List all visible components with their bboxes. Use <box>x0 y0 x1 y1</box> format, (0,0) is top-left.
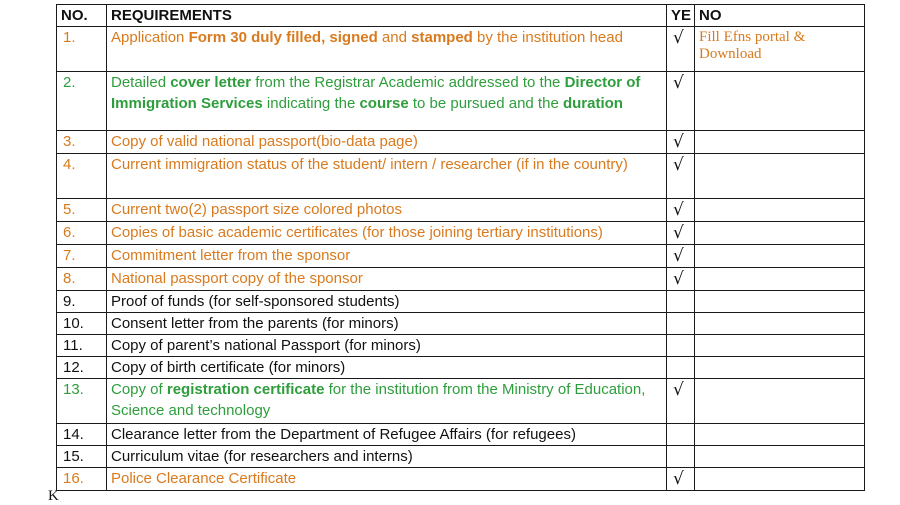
no-answer-cell <box>695 291 865 313</box>
check-mark-icon: √ <box>673 269 684 289</box>
requirement-text <box>107 379 667 424</box>
no-answer-cell <box>695 268 865 291</box>
table-row <box>57 446 865 468</box>
yes-check-cell <box>667 291 695 313</box>
requirement-text <box>107 268 667 291</box>
table-header-row <box>57 5 865 27</box>
requirement-text <box>107 72 667 131</box>
yes-check-cell <box>667 245 695 268</box>
no-answer-cell <box>695 131 865 154</box>
no-answer-cell <box>695 72 865 131</box>
table-row <box>57 357 865 379</box>
no-answer-cell <box>695 357 865 379</box>
yes-check-cell <box>667 131 695 154</box>
no-answer-cell <box>695 446 865 468</box>
requirement-emphasis: duration <box>562 95 623 112</box>
no-answer-cell: Fill Efns portal & Download <box>695 27 865 72</box>
requirement-text <box>107 335 667 357</box>
check-mark-icon: √ <box>673 223 684 243</box>
table-row <box>57 335 865 357</box>
table-row <box>57 199 865 222</box>
yes-check-cell <box>667 268 695 291</box>
no-answer-cell <box>695 379 865 424</box>
header-no: NO. <box>57 5 107 27</box>
requirement-segment: Current immigration status of the student/ intern / researcher (if in the country) <box>111 156 628 173</box>
requirement-text <box>107 222 667 245</box>
table-row <box>57 245 865 268</box>
requirement-segment: Detailed <box>111 74 171 91</box>
row-number: 1. <box>57 27 107 72</box>
requirement-segment: and <box>377 29 412 46</box>
requirement-segment: Application <box>111 29 189 46</box>
row-number: 11. <box>57 335 107 357</box>
requirement-segment: for the institution from the Ministry of Education, Science and technology <box>111 381 646 419</box>
requirement-segment: Commitment letter from the sponsor <box>111 247 351 264</box>
requirement-segment: Copies of basic academic certificates (for those joining tertiary institutions) <box>111 224 603 241</box>
requirement-segment: Curriculum vitae (for researchers and interns) <box>111 448 413 465</box>
header-requirements: REQUIREMENTS <box>107 5 667 27</box>
requirement-emphasis: cover letter <box>170 74 252 91</box>
row-number: 2. <box>57 72 107 131</box>
requirement-segment: indicating the <box>262 95 360 112</box>
no-answer-cell <box>695 154 865 199</box>
requirement-segment: from the Registrar Academic addressed to the <box>251 74 565 91</box>
no-answer-cell <box>695 199 865 222</box>
requirement-segment: Clearance letter from the Department of Refugee Affairs (for refugees) <box>111 426 576 443</box>
requirement-segment: Consent letter from the parents (for minors) <box>111 315 399 332</box>
requirement-segment: by the institution head <box>472 29 623 46</box>
requirement-text <box>107 446 667 468</box>
header-yes: YE <box>667 5 695 27</box>
table-row <box>57 222 865 245</box>
no-answer-cell <box>695 424 865 446</box>
row-number: 8. <box>57 268 107 291</box>
check-mark-icon: √ <box>673 28 684 48</box>
table-row <box>57 27 865 72</box>
requirement-text <box>107 131 667 154</box>
requirements-table <box>56 4 865 491</box>
requirement-text <box>107 291 667 313</box>
requirement-segment: National passport copy of the sponsor <box>111 270 363 287</box>
yes-check-cell <box>667 199 695 222</box>
check-mark-icon: √ <box>673 155 684 175</box>
requirement-text <box>107 313 667 335</box>
requirement-emphasis: stamped <box>411 29 473 46</box>
table-row <box>57 424 865 446</box>
check-mark-icon: √ <box>673 200 684 220</box>
row-number: 13. <box>57 379 107 424</box>
table-row <box>57 379 865 424</box>
row-number: 16. <box>57 468 107 491</box>
requirement-emphasis: registration certificate <box>166 381 325 398</box>
check-mark-icon: √ <box>673 380 684 400</box>
table-row <box>57 291 865 313</box>
table-body <box>57 27 865 491</box>
requirement-segment: to be pursued and the <box>408 95 563 112</box>
yes-check-cell <box>667 446 695 468</box>
table-row <box>57 154 865 199</box>
no-answer-cell <box>695 468 865 491</box>
no-answer-cell <box>695 313 865 335</box>
row-number: 10. <box>57 313 107 335</box>
requirement-text <box>107 199 667 222</box>
yes-check-cell <box>667 468 695 491</box>
row-number: 4. <box>57 154 107 199</box>
yes-check-cell <box>667 335 695 357</box>
check-mark-icon: √ <box>673 132 684 152</box>
row-number: 3. <box>57 131 107 154</box>
header-no-answer: NO <box>695 5 865 27</box>
row-number: 15. <box>57 446 107 468</box>
no-answer-cell <box>695 245 865 268</box>
requirement-segment: Copy of parent’s national Passport (for minors) <box>111 337 421 354</box>
row-number: 7. <box>57 245 107 268</box>
requirement-text <box>107 154 667 199</box>
yes-check-cell <box>667 27 695 72</box>
requirement-text <box>107 27 667 72</box>
requirement-emphasis: course <box>359 95 409 112</box>
check-mark-icon: √ <box>673 246 684 266</box>
yes-check-cell <box>667 72 695 131</box>
row-number: 6. <box>57 222 107 245</box>
row-number: 5. <box>57 199 107 222</box>
requirement-emphasis: Form 30 duly filled, signed <box>188 29 378 46</box>
table-row <box>57 131 865 154</box>
yes-check-cell <box>667 357 695 379</box>
check-mark-icon: √ <box>673 73 684 93</box>
requirement-text <box>107 424 667 446</box>
no-answer-cell <box>695 335 865 357</box>
footer-text: K <box>48 488 59 504</box>
yes-check-cell <box>667 222 695 245</box>
requirement-segment: Proof of funds (for self-sponsored students) <box>111 293 400 310</box>
requirement-text <box>107 357 667 379</box>
requirement-segment: Copy of birth certificate (for minors) <box>111 359 346 376</box>
requirement-emphasis: Director of Immigration Services <box>111 74 641 112</box>
row-number: 12. <box>57 357 107 379</box>
yes-check-cell <box>667 424 695 446</box>
yes-check-cell <box>667 154 695 199</box>
requirement-segment: Copy of <box>111 381 167 398</box>
row-number: 14. <box>57 424 107 446</box>
yes-check-cell <box>667 379 695 424</box>
requirement-segment: Copy of valid national passport(bio-data page) <box>111 133 418 150</box>
no-answer-cell <box>695 222 865 245</box>
yes-check-cell <box>667 313 695 335</box>
requirement-text <box>107 245 667 268</box>
requirement-segment: Police Clearance Certificate <box>111 470 297 487</box>
check-mark-icon: √ <box>673 469 684 489</box>
requirement-text <box>107 468 667 491</box>
table-row <box>57 313 865 335</box>
table-row <box>57 72 865 131</box>
row-number: 9. <box>57 291 107 313</box>
requirement-segment: Current two(2) passport size colored photos <box>111 201 402 218</box>
table-row <box>57 468 865 491</box>
table-row <box>57 268 865 291</box>
